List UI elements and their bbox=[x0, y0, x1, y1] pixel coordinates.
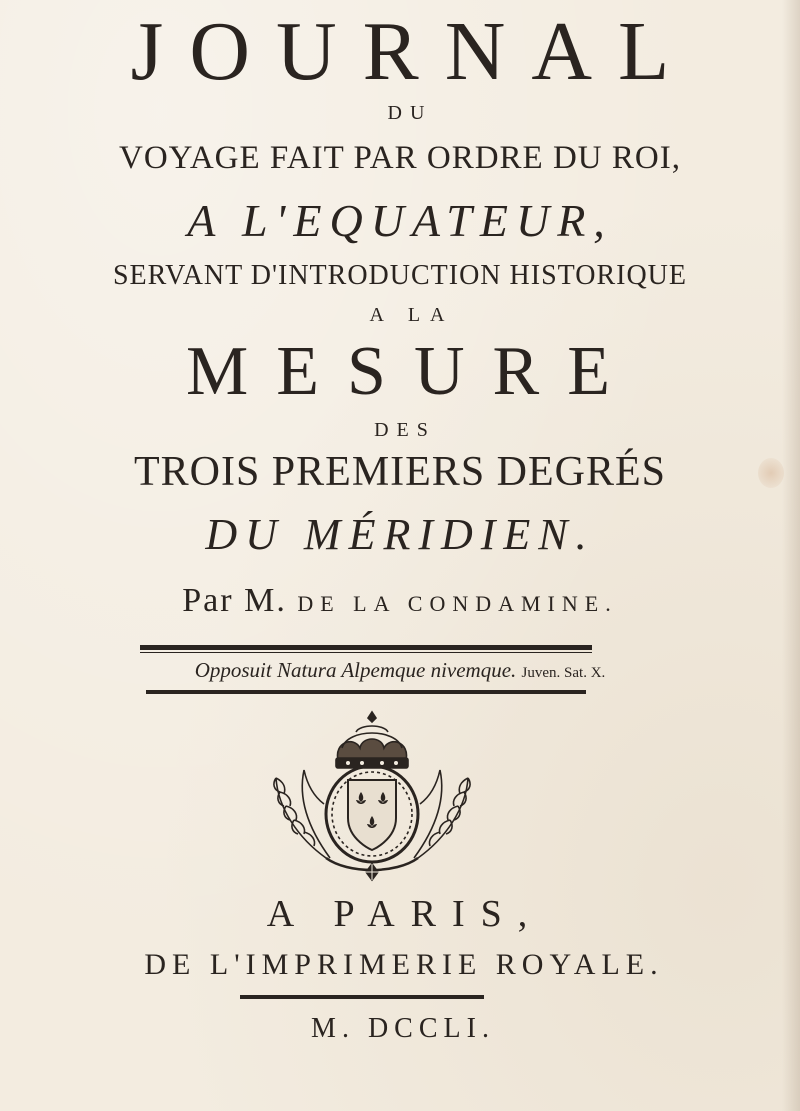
imprint-date: M. DCCLI. bbox=[311, 1013, 495, 1044]
thin-rule bbox=[140, 652, 592, 653]
subtitle-meridien: DU MÉRIDIEN. bbox=[205, 510, 595, 559]
motto-rule bbox=[146, 690, 586, 694]
subtitle-trois-premiers-degres: TROIS PREMIERS DEGRÉS bbox=[133, 449, 667, 495]
title-du: DU bbox=[387, 102, 433, 124]
motto-quote: Opposuit Natura Alpemque nivemque. bbox=[194, 658, 517, 682]
author-par: Par M. bbox=[182, 582, 287, 619]
subtitle-voyage: VOYAGE FAIT PAR ORDRE DU ROI, bbox=[119, 140, 681, 176]
royal-arms-emblem bbox=[268, 708, 476, 886]
subtitle-a-la: A LA bbox=[369, 304, 455, 326]
subtitle-equateur: A L'EQUATEUR, bbox=[187, 195, 613, 246]
motto bbox=[0, 660, 800, 681]
thick-rule bbox=[140, 645, 592, 650]
imprint-printer: DE L'IMPRIMERIE ROYALE. bbox=[144, 948, 664, 981]
book-title: JOURNAL bbox=[130, 5, 696, 98]
motto-source: Juven. Sat. X. bbox=[521, 665, 606, 681]
subtitle-des: DES bbox=[374, 419, 436, 441]
imprint-rule bbox=[240, 995, 484, 999]
subtitle-servant: SERVANT D'INTRODUCTION HISTORIQUE bbox=[112, 260, 688, 291]
imprint-city: A PARIS, bbox=[266, 893, 544, 935]
subtitle-mesure: MESURE bbox=[186, 333, 638, 410]
author-line bbox=[0, 584, 800, 618]
author-name: DE LA CONDAMINE. bbox=[297, 591, 618, 616]
